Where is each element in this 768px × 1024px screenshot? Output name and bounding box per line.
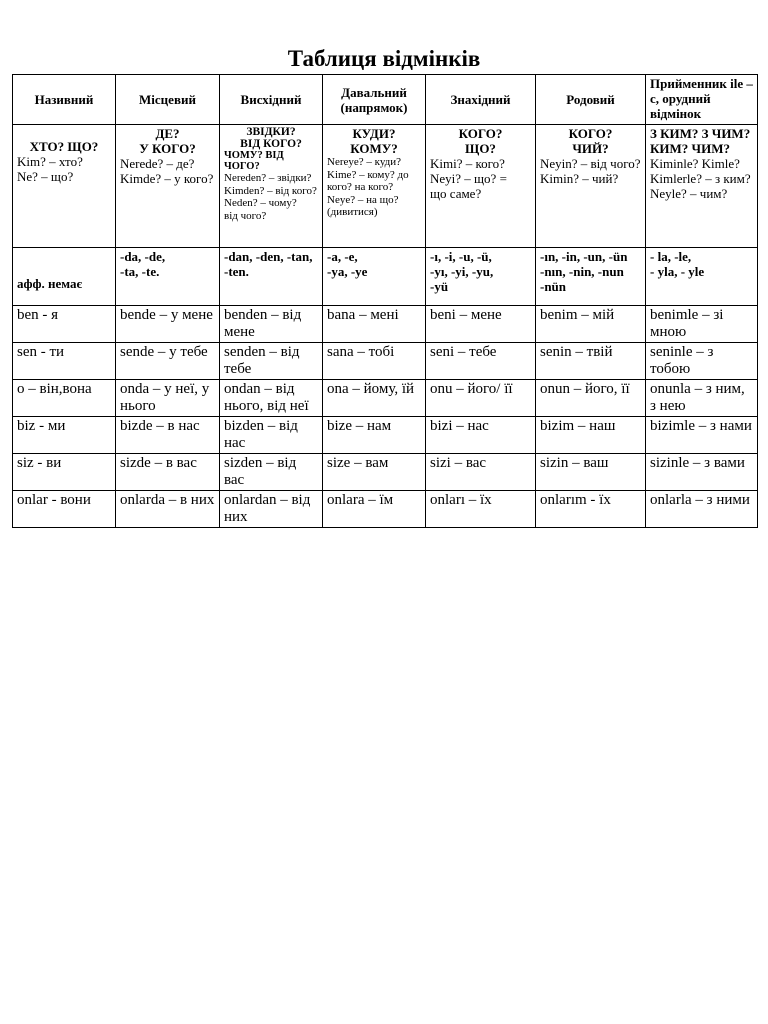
table-cell: sende – у тебе [116, 343, 220, 380]
table-cell: bizden – від нас [220, 417, 323, 454]
question-heading: КОГО? [458, 126, 503, 141]
table-cell: onlardan – від них [220, 491, 323, 528]
header-accusative: Знахідний [426, 75, 536, 125]
table-cell: onu – його/ її [426, 380, 536, 417]
affix-line: афф. немає [17, 276, 83, 291]
table-row [13, 454, 758, 491]
affix-cell-accusative [426, 248, 536, 306]
question-heading: ЩО? [465, 141, 496, 156]
cases-table [12, 74, 758, 528]
table-cell: onda – у неї, у нього [116, 380, 220, 417]
affix-line: -yı, -yi, -yu, [430, 264, 494, 279]
table-cell: o – він,вона [13, 380, 116, 417]
question-line: Kime? – кому? до [327, 168, 409, 181]
table-cell: sizi – вас [426, 454, 536, 491]
table-cell: onlarla – з ними [646, 491, 758, 528]
affix-line: -nın, -nin, -nun [540, 264, 624, 279]
table-row [13, 491, 758, 528]
table-cell: onlara – їм [323, 491, 426, 528]
question-line: Neyi? – що? = [430, 171, 507, 186]
question-line: Neyin? – від чого? [540, 156, 641, 171]
table-cell: sizinle – з вами [646, 454, 758, 491]
question-line: Kiminle? Kimle? [650, 156, 740, 171]
question-line: (дивитися) [327, 206, 378, 218]
affix-cell-ablative [220, 248, 323, 306]
affix-cell-genitive [536, 248, 646, 306]
table-cell: ona – йому, їй [323, 380, 426, 417]
affix-line: -a, -e, [327, 249, 358, 264]
table-cell: onlarda – в них [116, 491, 220, 528]
header-instrumental: Прийменник ile – с, орудний відмінок [646, 75, 758, 125]
table-cell: ben - я [13, 306, 116, 343]
table-cell: bizim – наш [536, 417, 646, 454]
question-line: Neyle? – чим? [650, 186, 728, 201]
affix-line: -dan, -den, -tan, [224, 249, 313, 264]
header-dative: Давальний (напрямок) [323, 75, 426, 125]
table-cell: onları – їх [426, 491, 536, 528]
question-line: Kimlerle? – з ким? [650, 171, 751, 186]
table-row [13, 380, 758, 417]
table-cell: bizi – нас [426, 417, 536, 454]
question-line: що саме? [430, 186, 482, 201]
question-line: Nerede? – де? [120, 156, 195, 171]
table-cell: senden – від тебе [220, 343, 323, 380]
question-line: Neden? – чому? [224, 197, 297, 209]
affix-line: -da, -de, [120, 249, 166, 264]
question-heading: КОМУ? [350, 141, 398, 156]
header-nominative: Називний [13, 75, 116, 125]
table-cell: senin – твій [536, 343, 646, 380]
table-cell: sizde – в вас [116, 454, 220, 491]
page-title: Таблиця відмінків [287, 46, 481, 71]
table-cell: onunla – з ним, з нею [646, 380, 758, 417]
table-cell: sen - ти [13, 343, 116, 380]
affix-line: -nün [540, 279, 567, 294]
table-cell: onun – його, її [536, 380, 646, 417]
questions-cell-genitive [536, 125, 646, 248]
question-heading: У КОГО? [139, 141, 196, 156]
question-line: Kimde? – у кого? [120, 171, 214, 186]
question-line: Nereye? – куди? [327, 156, 401, 168]
table-cell: sizin – ваш [536, 454, 646, 491]
question-heading: КУДИ? [352, 126, 396, 141]
table-cell: bana – мені [323, 306, 426, 343]
affix-line: - yla, - yle [650, 264, 705, 279]
affix-line: -ta, -te. [120, 264, 160, 279]
affix-cell-instrumental [646, 248, 758, 306]
questions-row [13, 125, 758, 248]
table-row [13, 306, 758, 343]
question-heading: КИМ? ЧИМ? [650, 141, 730, 156]
affixes-row [13, 248, 758, 306]
table-cell: sizden – від вас [220, 454, 323, 491]
question-heading: КОГО? [568, 126, 613, 141]
questions-cell-dative [323, 125, 426, 248]
affix-line: -ın, -in, -un, -ün [540, 249, 628, 264]
header-row [13, 75, 758, 125]
affix-cell-nominative [13, 248, 116, 306]
question-line: Nereden? – звідки? [224, 172, 312, 184]
affix-line: -ı, -i, -u, -ü, [430, 249, 492, 264]
question-line: Ne? – що? [17, 169, 74, 184]
table-cell: seninle – з тобою [646, 343, 758, 380]
questions-cell-nominative [13, 125, 116, 248]
table-cell: benim – мій [536, 306, 646, 343]
questions-cell-ablative [220, 125, 323, 248]
header-ablative: Висхідний [220, 75, 323, 125]
question-line: Kimden? – від кого? [224, 184, 317, 197]
table-cell: bizimle – з нами [646, 417, 758, 454]
affix-line: -ya, -ye [327, 264, 368, 279]
affix-line: -yü [430, 279, 449, 294]
table-cell: ondan – від нього, від неї [220, 380, 323, 417]
question-heading: ЗВІДКИ? [246, 126, 296, 138]
question-line: Neye? – на що? [327, 193, 399, 206]
affix-line: -ten. [224, 264, 249, 279]
table-cell: benimle – зі мною [646, 306, 758, 343]
question-heading: ЧОМУ? ВІД ЧОГО? [224, 150, 284, 172]
table-cell: seni – тебе [426, 343, 536, 380]
questions-cell-locative [116, 125, 220, 248]
table-cell: biz - ми [13, 417, 116, 454]
question-heading: ВІД КОГО? [240, 138, 302, 150]
affix-line: - la, -le, [650, 249, 692, 264]
question-line: Kim? – хто? [17, 154, 83, 169]
question-heading: ЧИЙ? [572, 141, 609, 156]
questions-cell-accusative [426, 125, 536, 248]
table-cell: onlarım - їх [536, 491, 646, 528]
table-cell: benden – від мене [220, 306, 323, 343]
question-line: Kimin? – чий? [540, 171, 619, 186]
header-locative: Місцевий [116, 75, 220, 125]
questions-cell-instrumental [646, 125, 758, 248]
affix-cell-dative [323, 248, 426, 306]
affix-cell-locative [116, 248, 220, 306]
table-cell: bizde – в нас [116, 417, 220, 454]
question-line: Kimi? – кого? [430, 156, 505, 171]
question-heading: ХТО? ЩО? [29, 139, 99, 154]
table-cell: beni – мене [426, 306, 536, 343]
question-line: кого? на кого? [327, 181, 394, 193]
table-cell: bize – нам [323, 417, 426, 454]
header-genitive: Родовий [536, 75, 646, 125]
question-heading: ДЕ? [155, 126, 180, 141]
question-heading: З КИМ? З ЧИМ? [650, 126, 751, 141]
table-cell: sana – тобі [323, 343, 426, 380]
table-cell: size – вам [323, 454, 426, 491]
table-cell: onlar - вони [13, 491, 116, 528]
question-line: від чого? [224, 209, 267, 222]
table-row [13, 417, 758, 454]
table-cell: siz - ви [13, 454, 116, 491]
table-row [13, 343, 758, 380]
table-cell: bende – у мене [116, 306, 220, 343]
